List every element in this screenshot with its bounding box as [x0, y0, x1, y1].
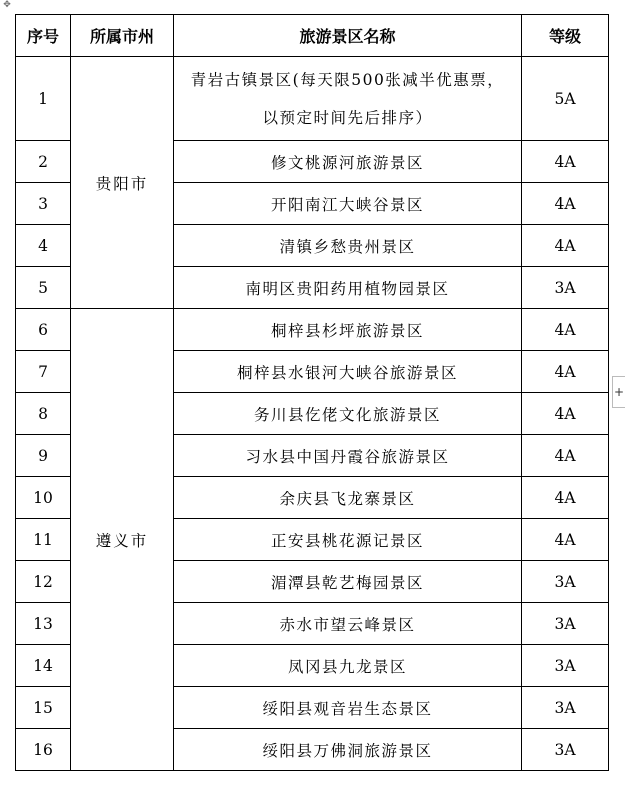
- row-seq: 4: [16, 225, 71, 267]
- row-level: 4A: [522, 519, 609, 561]
- row-seq: 16: [16, 729, 71, 771]
- row-seq: 15: [16, 687, 71, 729]
- row-seq: 11: [16, 519, 71, 561]
- row-seq: 14: [16, 645, 71, 687]
- row-seq: 9: [16, 435, 71, 477]
- row-name-line2: 以预定时间先后排序）: [262, 108, 433, 127]
- row-level: 4A: [522, 141, 609, 183]
- scenic-area-table: [15, 14, 609, 771]
- row-name-line1: 青岩古镇景区(每天限500张减半优惠票，: [190, 70, 505, 89]
- header-name: 旅游景区名称: [174, 15, 522, 57]
- row-level: 4A: [522, 435, 609, 477]
- row-seq: 7: [16, 351, 71, 393]
- row-level: 3A: [522, 729, 609, 771]
- row-seq: 1: [16, 57, 71, 141]
- row-level: 4A: [522, 351, 609, 393]
- row-seq: 13: [16, 603, 71, 645]
- row-seq: 8: [16, 393, 71, 435]
- row-name: 湄潭县乾艺梅园景区: [174, 561, 522, 603]
- row-name: 习水县中国丹霞谷旅游景区: [174, 435, 522, 477]
- row-level: 4A: [522, 225, 609, 267]
- row-level: 5A: [522, 57, 609, 141]
- row-name: 修文桃源河旅游景区: [174, 141, 522, 183]
- row-level: 3A: [522, 687, 609, 729]
- table-row: [16, 57, 609, 141]
- row-level: 4A: [522, 309, 609, 351]
- row-level: 4A: [522, 183, 609, 225]
- table-row: [16, 309, 609, 351]
- row-level: 3A: [522, 267, 609, 309]
- row-level: 4A: [522, 393, 609, 435]
- row-name: 余庆县飞龙寨景区: [174, 477, 522, 519]
- row-name: 桐梓县水银河大峡谷旅游景区: [174, 351, 522, 393]
- row-name: 开阳南江大峡谷景区: [174, 183, 522, 225]
- row-name: 凤冈县九龙景区: [174, 645, 522, 687]
- row-name: 绥阳县观音岩生态景区: [174, 687, 522, 729]
- row-name: [174, 57, 522, 141]
- row-level: 3A: [522, 561, 609, 603]
- header-seq: 序号: [16, 15, 71, 57]
- row-name: 务川县仡佬文化旅游景区: [174, 393, 522, 435]
- row-level: 4A: [522, 477, 609, 519]
- row-seq: 6: [16, 309, 71, 351]
- row-seq: 10: [16, 477, 71, 519]
- header-level: 等级: [522, 15, 609, 57]
- row-name: 赤水市望云峰景区: [174, 603, 522, 645]
- row-level: 3A: [522, 645, 609, 687]
- row-name: 清镇乡愁贵州景区: [174, 225, 522, 267]
- add-column-plus-icon[interactable]: +: [612, 376, 625, 408]
- row-name: 正安县桃花源记景区: [174, 519, 522, 561]
- row-name: 南明区贵阳药用植物园景区: [174, 267, 522, 309]
- table-move-handle-icon[interactable]: ✥: [3, 0, 11, 10]
- row-seq: 3: [16, 183, 71, 225]
- row-city-zunyi: 遵义市: [71, 309, 174, 771]
- row-level: 3A: [522, 603, 609, 645]
- row-name: 绥阳县万佛洞旅游景区: [174, 729, 522, 771]
- header-city: 所属市州: [71, 15, 174, 57]
- row-seq: 5: [16, 267, 71, 309]
- row-name: 桐梓县杉坪旅游景区: [174, 309, 522, 351]
- row-seq: 2: [16, 141, 71, 183]
- row-city-guiyang: 贵阳市: [71, 57, 174, 309]
- table-header-row: [16, 15, 609, 57]
- row-seq: 12: [16, 561, 71, 603]
